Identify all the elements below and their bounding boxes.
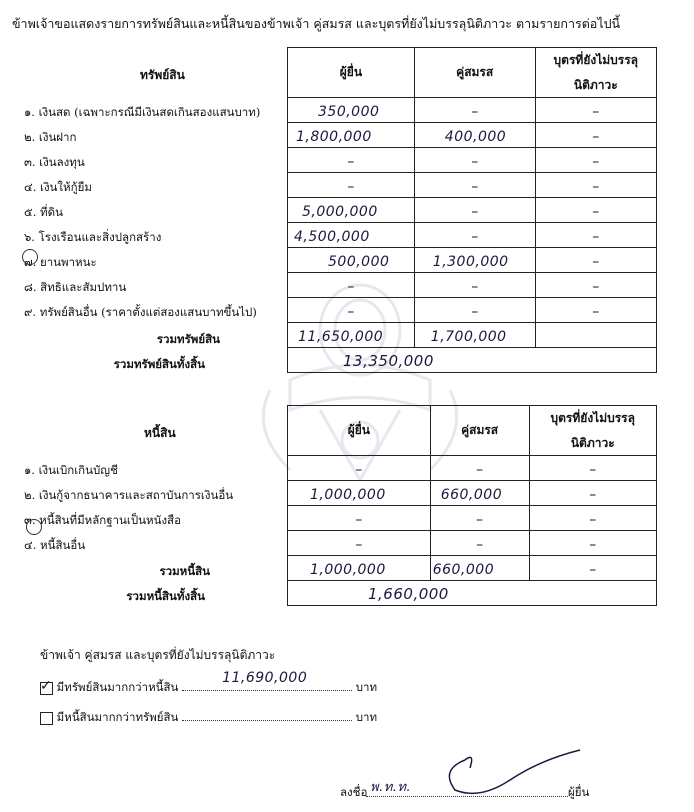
liabilities-header: หนี้สิน — [144, 426, 176, 440]
summary-option-1 — [40, 670, 378, 697]
assets-total-filer: 11,650,000 — [288, 323, 415, 348]
asset-row-3-spouse: – — [414, 148, 535, 173]
liab-row-3-spouse: – — [430, 506, 529, 531]
asset-row-7-child: – — [535, 248, 656, 273]
assets-total-label: รวมทรัพย์สิน — [156, 332, 220, 346]
liab-row-4-child: – — [529, 531, 656, 556]
asset-row-2-spouse: 400,000 — [414, 123, 535, 148]
liab-label-1: ๑. เงินเบิกเกินบัญชี — [24, 463, 118, 477]
asset-row-5-child: – — [535, 198, 656, 223]
margin-circle-mark — [22, 249, 38, 265]
liability-greater-checkbox[interactable] — [40, 712, 53, 725]
liab-row-4-filer: – — [288, 531, 431, 556]
asset-label-6: ๖. โรงเรือนและสิ่งปลูกสร้าง — [24, 230, 162, 244]
sign-label: ลงชื่อ — [340, 785, 368, 799]
liab-col-child-line2: นิติภาวะ — [570, 435, 615, 450]
liab-total-spouse: 660,000 — [430, 556, 529, 581]
asset-row-6-child: – — [535, 223, 656, 248]
liab-row-1-spouse: – — [430, 456, 529, 481]
liab-grand-label: รวมหนี้สินทั้งสิ้น — [126, 589, 205, 603]
liab-row-3-child: – — [529, 506, 656, 531]
asset-label-5: ๕. ที่ดิน — [24, 205, 63, 219]
asset-label-1: ๑. เงินสด (เฉพาะกรณีมีเงินสดเกินสองแสนบาท) — [24, 105, 261, 119]
assets-col-child-line2: นิติภาวะ — [573, 77, 618, 92]
liab-col-spouse: คู่สมรส — [430, 406, 529, 456]
asset-row-6-filer: 4,500,000 — [288, 223, 415, 248]
asset-label-7: ๗. ยานพาหนะ — [24, 255, 97, 269]
option2-label: มีหนี้สินมากกว่าทรัพย์สิน — [56, 710, 179, 724]
asset-row-6-spouse: – — [414, 223, 535, 248]
assets-col-child-line1: บุตรที่ยังไม่บรรลุ — [553, 52, 639, 67]
liab-label-2: ๒. เงินกู้จากธนาคารและสถาบันการเงินอื่น — [24, 488, 234, 502]
assets-header: ทรัพย์สิน — [140, 68, 185, 82]
asset-label-9: ๙. ทรัพย์สินอื่น (ราคาตั้งแต่สองแสนบาทขึ้นไป) — [24, 305, 257, 319]
asset-row-8-filer: – — [288, 273, 415, 298]
asset-row-1-spouse: – — [414, 98, 535, 123]
assets-grand-label: รวมทรัพย์สินทั้งสิ้น — [113, 357, 205, 371]
asset-greater-checkbox[interactable] — [40, 677, 53, 695]
summary-heading: ข้าพเจ้า คู่สมรส และบุตรที่ยังไม่บรรลุนิติภาวะ — [40, 648, 276, 662]
liab-row-2-child: – — [529, 481, 656, 506]
liab-row-2-spouse: 660,000 — [430, 481, 529, 506]
liab-col-child — [529, 406, 656, 456]
asset-row-8-spouse: – — [414, 273, 535, 298]
liab-col-child-line1: บุตรที่ยังไม่บรรลุ — [550, 410, 635, 425]
checkmark-icon: ✓ — [40, 677, 52, 694]
signature-scribble — [430, 740, 590, 800]
asset-row-9-child: – — [535, 298, 656, 323]
liab-row-1-child: – — [529, 456, 656, 481]
liab-total-label: รวมหนี้สิน — [159, 564, 210, 578]
asset-label-2: ๒. เงินฝาก — [24, 130, 77, 144]
liab-row-2-filer: 1,000,000 — [288, 481, 431, 506]
asset-row-7-filer: 500,000 — [288, 248, 415, 273]
asset-row-5-filer: 5,000,000 — [288, 198, 415, 223]
assets-total-spouse: 1,700,000 — [414, 323, 535, 348]
liab-label-3: ๓. หนี้สินที่มีหลักฐานเป็นหนังสือ — [24, 513, 181, 527]
assets-grand-total: 13,350,000 — [288, 348, 657, 373]
asset-row-2-filer: 1,800,000 — [288, 123, 415, 148]
option2-unit: บาท — [355, 710, 378, 724]
option1-unit: บาท — [355, 680, 378, 694]
asset-row-5-spouse: – — [414, 198, 535, 223]
assets-col-child — [535, 48, 656, 98]
liab-col-filer: ผู้ยื่น — [288, 406, 431, 456]
liab-total-child: – — [529, 556, 656, 581]
liab-grand-total: 1,660,000 — [288, 581, 657, 606]
asset-row-1-child: – — [535, 98, 656, 123]
asset-row-4-child: – — [535, 173, 656, 198]
liab-label-4: ๔. หนี้สินอื่น — [24, 538, 86, 552]
signature-text: พ.ท.ท. — [370, 780, 412, 795]
assets-col-spouse: คู่สมรส — [414, 48, 535, 98]
asset-row-7-spouse: 1,300,000 — [414, 248, 535, 273]
asset-row-4-spouse: – — [414, 173, 535, 198]
asset-row-1-filer: 350,000 — [288, 98, 415, 123]
option1-value-field: 11,690,000 — [182, 676, 352, 691]
liab-total-filer: 1,000,000 — [288, 556, 431, 581]
summary-option-2 — [40, 706, 377, 727]
liab-row-3-filer: – — [288, 506, 431, 531]
asset-row-9-spouse: – — [414, 298, 535, 323]
asset-label-3: ๓. เงินลงทุน — [24, 155, 85, 169]
asset-row-8-child: – — [535, 273, 656, 298]
signer-role: ผู้ยื่น — [568, 785, 590, 799]
asset-row-3-child: – — [535, 148, 656, 173]
assets-total-child — [535, 323, 656, 348]
liab-row-4-spouse: – — [430, 531, 529, 556]
asset-label-4: ๔. เงินให้กู้ยืม — [24, 180, 92, 194]
asset-row-9-filer: – — [288, 298, 415, 323]
asset-row-2-child: – — [535, 123, 656, 148]
liabilities-table — [287, 405, 657, 606]
option2-value-field — [182, 706, 352, 721]
asset-label-8: ๘. สิทธิและสัมปทาน — [24, 280, 127, 294]
option1-label: มีทรัพย์สินมากกว่าหนี้สิน — [56, 680, 179, 694]
asset-row-4-filer: – — [288, 173, 415, 198]
assets-col-filer: ผู้ยื่น — [288, 48, 415, 98]
intro-text: ข้าพเจ้าขอแสดงรายการทรัพย์สินและหนี้สินของข้าพเจ้า คู่สมรส และบุตรที่ยังไม่บรรลุนิติภาวะ ตามรายการต่อไปนี้ — [12, 16, 621, 31]
assets-table — [287, 47, 657, 373]
asset-row-3-filer: – — [288, 148, 415, 173]
liab-row-1-filer: – — [288, 456, 431, 481]
